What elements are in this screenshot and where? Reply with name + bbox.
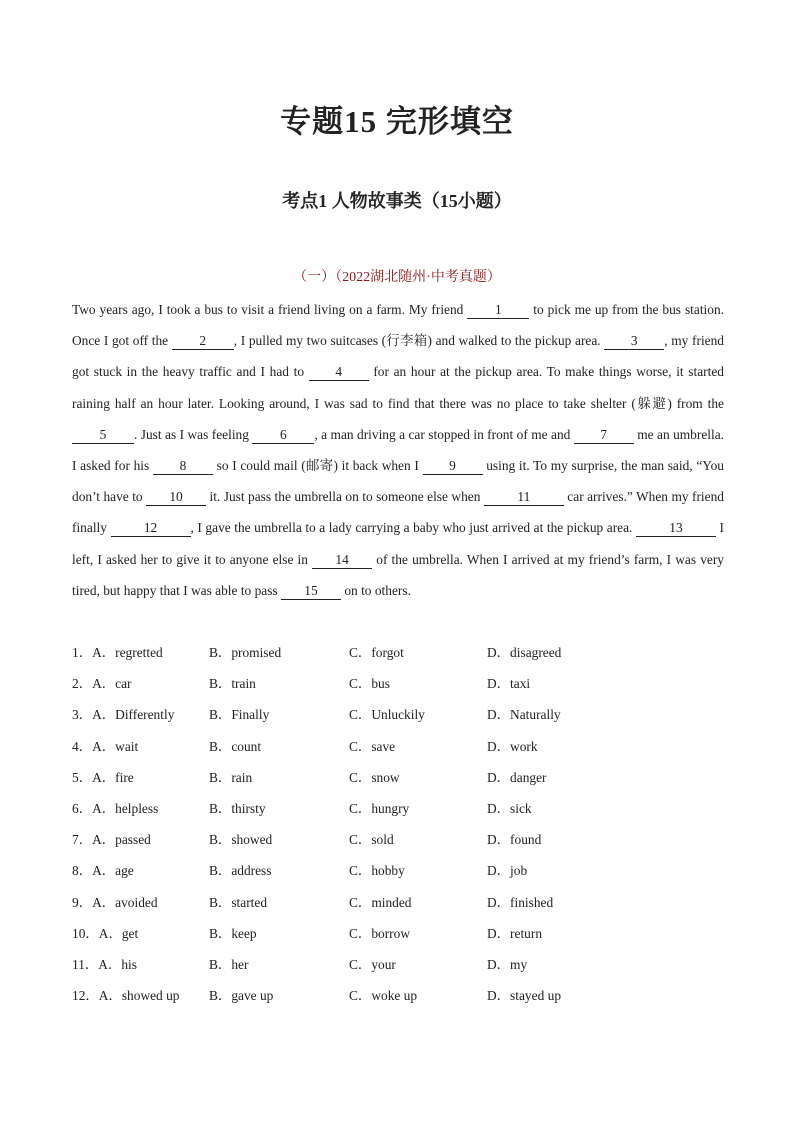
option-c[interactable]: C．borrow <box>349 925 410 941</box>
passage-text: . Just as I was feeling <box>134 426 253 442</box>
question-row <box>72 948 722 979</box>
option-a[interactable]: 10．A．get <box>72 925 139 941</box>
option-a[interactable]: 12．A．showed up <box>72 988 180 1004</box>
blank-5[interactable]: 5 <box>72 427 134 444</box>
option-d[interactable]: D．taxi <box>487 676 531 692</box>
passage-text: car arrives.” When my friend finally <box>72 489 724 536</box>
passage-text: for an hour at the pickup area. To make things worse, it started raining half an hour later. Looking around, I was sad to find that there was no place to take shelter (躲避) from the <box>72 364 724 411</box>
option-c[interactable]: C．your <box>349 956 396 972</box>
passage-text: to pick me up from the bus station. Once I got off the <box>72 302 724 349</box>
option-a[interactable]: 4．A．wait <box>72 738 139 754</box>
option-b[interactable]: B．her <box>209 956 249 972</box>
option-d[interactable]: D．work <box>487 738 538 754</box>
blank-15[interactable]: 15 <box>281 583 341 600</box>
blank-14[interactable]: 14 <box>312 552 372 569</box>
question-row <box>72 854 722 885</box>
option-a[interactable]: 5．A．fire <box>72 769 134 785</box>
question-row <box>72 886 722 917</box>
passage-text: of the umbrella. When I arrived at my friend’s farm, I was very tired, but happy that I was able to pass <box>72 551 724 598</box>
blank-10[interactable]: 10 <box>146 489 206 506</box>
blank-3[interactable]: 3 <box>604 333 664 350</box>
option-d[interactable]: D．Naturally <box>487 707 561 723</box>
exam-source: （一）（2022湖北随州·中考真题） <box>293 270 501 285</box>
option-b[interactable]: B．promised <box>209 645 282 661</box>
blank-1[interactable]: 1 <box>467 302 529 319</box>
passage-text: , my friend got stuck in the heavy traffic and I had to <box>72 333 724 380</box>
option-d[interactable]: D．return <box>487 925 543 941</box>
page-title: 专题15 完形填空 <box>280 104 514 139</box>
question-row <box>72 730 722 761</box>
option-d[interactable]: D．stayed up <box>487 988 562 1004</box>
blank-9[interactable]: 9 <box>423 458 483 475</box>
blank-13[interactable]: 13 <box>636 520 716 537</box>
option-b[interactable]: B．gave up <box>209 988 274 1004</box>
passage-text: so I could mail (邮寄) it back when I <box>212 458 423 474</box>
question-row <box>72 636 722 667</box>
option-b[interactable]: B．count <box>209 738 262 754</box>
option-a[interactable]: 1．A．regretted <box>72 645 163 661</box>
option-b[interactable]: B．rain <box>209 769 253 785</box>
passage-text: it. Just pass the umbrella on to someone else when <box>206 489 484 505</box>
question-row <box>72 979 722 1010</box>
question-row <box>72 698 722 729</box>
option-a[interactable]: 2．A．car <box>72 676 132 692</box>
passage-text: , I pulled my two suitcases (行李箱) and walked to the pickup area. <box>233 333 605 349</box>
passage-text: Two years ago, I took a bus to visit a friend living on a farm. My friend <box>72 302 468 317</box>
blank-4[interactable]: 4 <box>309 364 369 381</box>
blank-8[interactable]: 8 <box>153 458 213 475</box>
option-c[interactable]: C．hungry <box>349 801 410 817</box>
blank-7[interactable]: 7 <box>574 427 634 444</box>
blank-12[interactable]: 12 <box>111 520 191 537</box>
blank-11[interactable]: 11 <box>484 489 564 506</box>
option-a[interactable]: 7．A．passed <box>72 832 151 848</box>
option-b[interactable]: B．train <box>209 676 256 692</box>
option-d[interactable]: D．finished <box>487 894 554 910</box>
option-c[interactable]: C．hobby <box>349 863 405 879</box>
blank-6[interactable]: 6 <box>252 427 314 444</box>
passage-text: using it. To my surprise, the man said, “You don’t have to <box>72 458 724 505</box>
passage-text: , I gave the umbrella to a lady carrying a baby who just arrived at the pickup area. <box>190 520 636 536</box>
option-d[interactable]: D．job <box>487 863 528 879</box>
option-c[interactable]: C．sold <box>349 832 394 848</box>
option-c[interactable]: C．bus <box>349 676 390 692</box>
option-b[interactable]: B．address <box>209 863 272 879</box>
option-a[interactable]: 8．A．age <box>72 863 134 879</box>
passage-text: I left, I asked her to give it to anyone else in <box>72 520 724 567</box>
question-row <box>72 917 722 948</box>
passage-text: on to others. <box>341 582 411 598</box>
option-d[interactable]: D．my <box>487 956 528 972</box>
option-b[interactable]: B．thirsty <box>209 801 266 817</box>
option-d[interactable]: D．sick <box>487 801 532 817</box>
option-d[interactable]: D．danger <box>487 769 547 785</box>
cloze-passage <box>72 294 724 606</box>
option-b[interactable]: B．started <box>209 894 268 910</box>
option-d[interactable]: D．found <box>487 832 542 848</box>
answer-options <box>72 636 722 1010</box>
option-c[interactable]: C．snow <box>349 769 400 785</box>
option-d[interactable]: D．disagreed <box>487 645 562 661</box>
question-row <box>72 761 722 792</box>
option-b[interactable]: B．showed <box>209 832 273 848</box>
question-row <box>72 792 722 823</box>
option-c[interactable]: C．Unluckily <box>349 707 425 723</box>
option-a[interactable]: 9．A．avoided <box>72 894 158 910</box>
option-a[interactable]: 3．A．Differently <box>72 707 175 723</box>
passage-text: , a man driving a car stopped in front of me and <box>314 426 574 442</box>
option-c[interactable]: C．save <box>349 738 396 754</box>
option-c[interactable]: C．woke up <box>349 988 418 1004</box>
section-subtitle: 考点1 人物故事类（15小题） <box>282 191 512 211</box>
option-c[interactable]: C．minded <box>349 894 412 910</box>
passage-text: me an umbrella. I asked for his <box>72 426 725 474</box>
option-c[interactable]: C．forgot <box>349 645 404 661</box>
question-row <box>72 823 722 854</box>
option-b[interactable]: B．keep <box>209 925 257 941</box>
blank-2[interactable]: 2 <box>172 333 234 350</box>
option-a[interactable]: 11．A．his <box>72 956 137 972</box>
option-a[interactable]: 6．A．helpless <box>72 801 159 817</box>
question-row <box>72 667 722 698</box>
option-b[interactable]: B．Finally <box>209 707 270 723</box>
